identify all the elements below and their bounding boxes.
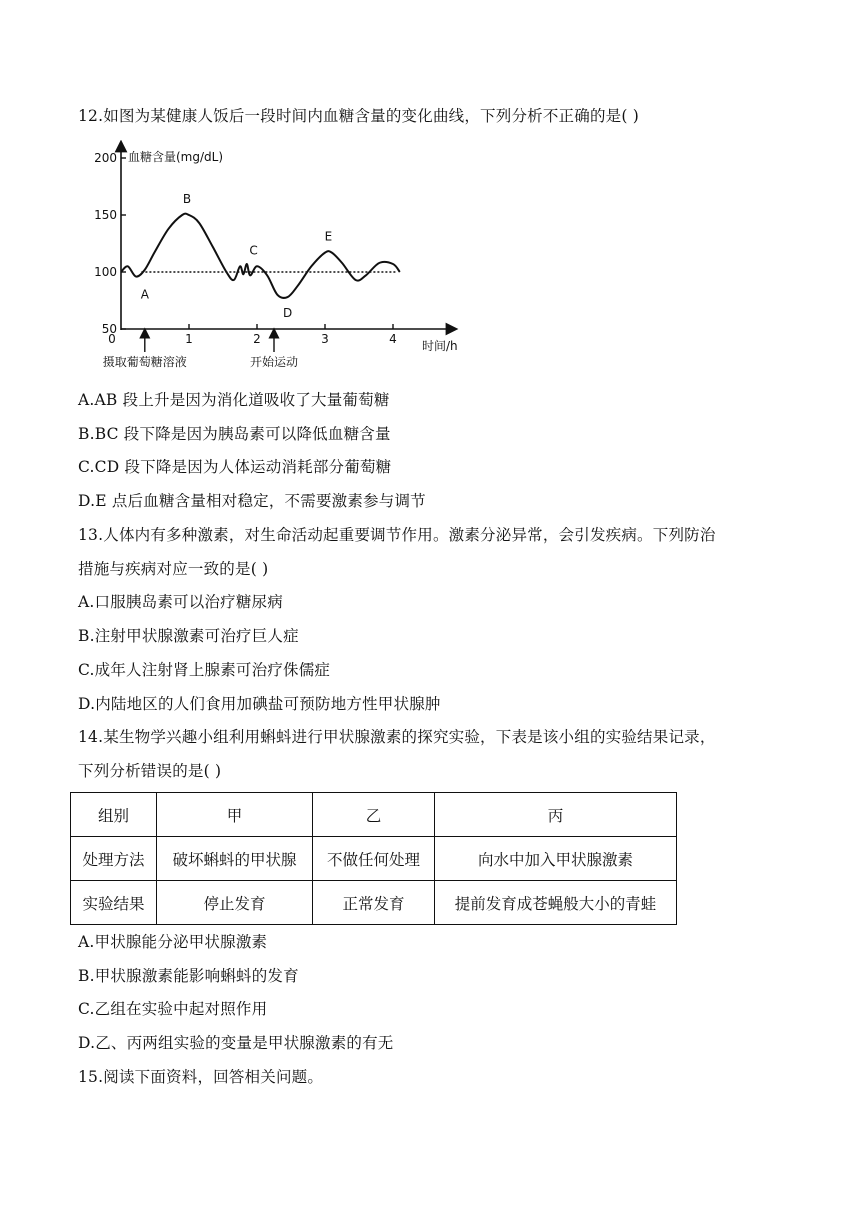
- table-cell: 向水中加入甲状腺激素: [435, 837, 677, 881]
- q14-stem-line-2: 下列分析错误的是( ): [78, 762, 222, 780]
- annotation-label: 开始运动: [249, 355, 299, 369]
- q13-stem-line-2: 措施与疾病对应一致的是( ): [78, 560, 269, 578]
- table-cell: 实验结果: [71, 881, 157, 925]
- q14-option-b: B.甲状腺激素能影响蝌蚪的发育: [78, 967, 299, 985]
- table-header-row: [71, 793, 677, 837]
- point-label-d: D: [282, 306, 293, 321]
- q14-stem-line-1: 14.某生物学兴趣小组利用蝌蚪进行甲状腺激素的探究实验，下表是该小组的实验结果记录，: [78, 728, 716, 746]
- blood-glucose-chart: [90, 140, 470, 376]
- experiment-table: [70, 792, 677, 925]
- y-axis-label: 血糖含量(mg/dL): [128, 150, 224, 164]
- q12-option-b: B.BC 段下降是因为胰岛素可以降低血糖含量: [78, 425, 391, 443]
- table-cell: 丙: [435, 793, 677, 837]
- table-cell: 正常发育: [313, 881, 435, 925]
- q13-option-c: C.成年人注射肾上腺素可治疗侏儒症: [78, 661, 331, 679]
- q14-option-a: A.甲状腺能分泌甲状腺激素: [78, 933, 268, 951]
- table-cell: 破坏蝌蚪的甲状腺: [157, 837, 313, 881]
- point-label-b: B: [182, 192, 192, 206]
- x-axis-label: 时间/h: [422, 339, 458, 353]
- q13-option-b: B.注射甲状腺激素可治疗巨人症: [78, 627, 299, 645]
- annotation-label: 摄取葡萄糖溶液: [102, 355, 187, 369]
- y-tick-label: 150: [94, 208, 117, 222]
- x-tick-label: 0: [108, 332, 116, 346]
- table-cell: 乙: [313, 793, 435, 837]
- point-label-e: E: [324, 229, 333, 244]
- point-label-c: C: [249, 243, 258, 258]
- q12-stem: 12.如图为某健康人饭后一段时间内血糖含量的变化曲线，下列分析不正确的是( ): [78, 107, 639, 125]
- q13-option-d: D.内陆地区的人们食用加碘盐可预防地方性甲状腺肿: [78, 695, 441, 713]
- q14-option-c: C.乙组在实验中起对照作用: [78, 1000, 268, 1018]
- y-tick-label: 50: [101, 322, 117, 336]
- table-cell: 停止发育: [157, 881, 313, 925]
- y-tick-label: 100: [94, 265, 117, 279]
- glucose-curve: [121, 214, 400, 298]
- table-row: [71, 837, 677, 881]
- q15-stem: 15.阅读下面资料，回答相关问题。: [78, 1068, 324, 1086]
- table-cell: 组别: [71, 793, 157, 837]
- table-row: [71, 881, 677, 925]
- x-tick-label: 3: [321, 332, 329, 346]
- point-label-a: A: [140, 287, 149, 302]
- table-cell: 提前发育成苍蝇般大小的青蛙: [435, 881, 677, 925]
- q13-option-a: A.口服胰岛素可以治疗糖尿病: [78, 593, 283, 611]
- y-tick-label: 200: [94, 151, 117, 165]
- table-cell: 甲: [157, 793, 313, 837]
- x-tick-label: 1: [185, 332, 193, 346]
- table-cell: 不做任何处理: [313, 837, 435, 881]
- table-cell: 处理方法: [71, 837, 157, 881]
- q13-stem-line-1: 13.人体内有多种激素，对生命活动起重要调节作用。激素分泌异常，会引发疾病。下列防治: [78, 526, 716, 544]
- q12-option-d: D.E 点后血糖含量相对稳定，不需要激素参与调节: [78, 492, 426, 510]
- x-tick-label: 2: [253, 332, 261, 346]
- q12-option-a: A.AB 段上升是因为消化道吸收了大量葡萄糖: [78, 391, 390, 409]
- x-tick-label: 4: [389, 332, 397, 346]
- q12-option-c: C.CD 段下降是因为人体运动消耗部分葡萄糖: [78, 458, 392, 476]
- q14-option-d: D.乙、丙两组实验的变量是甲状腺激素的有无: [78, 1034, 394, 1052]
